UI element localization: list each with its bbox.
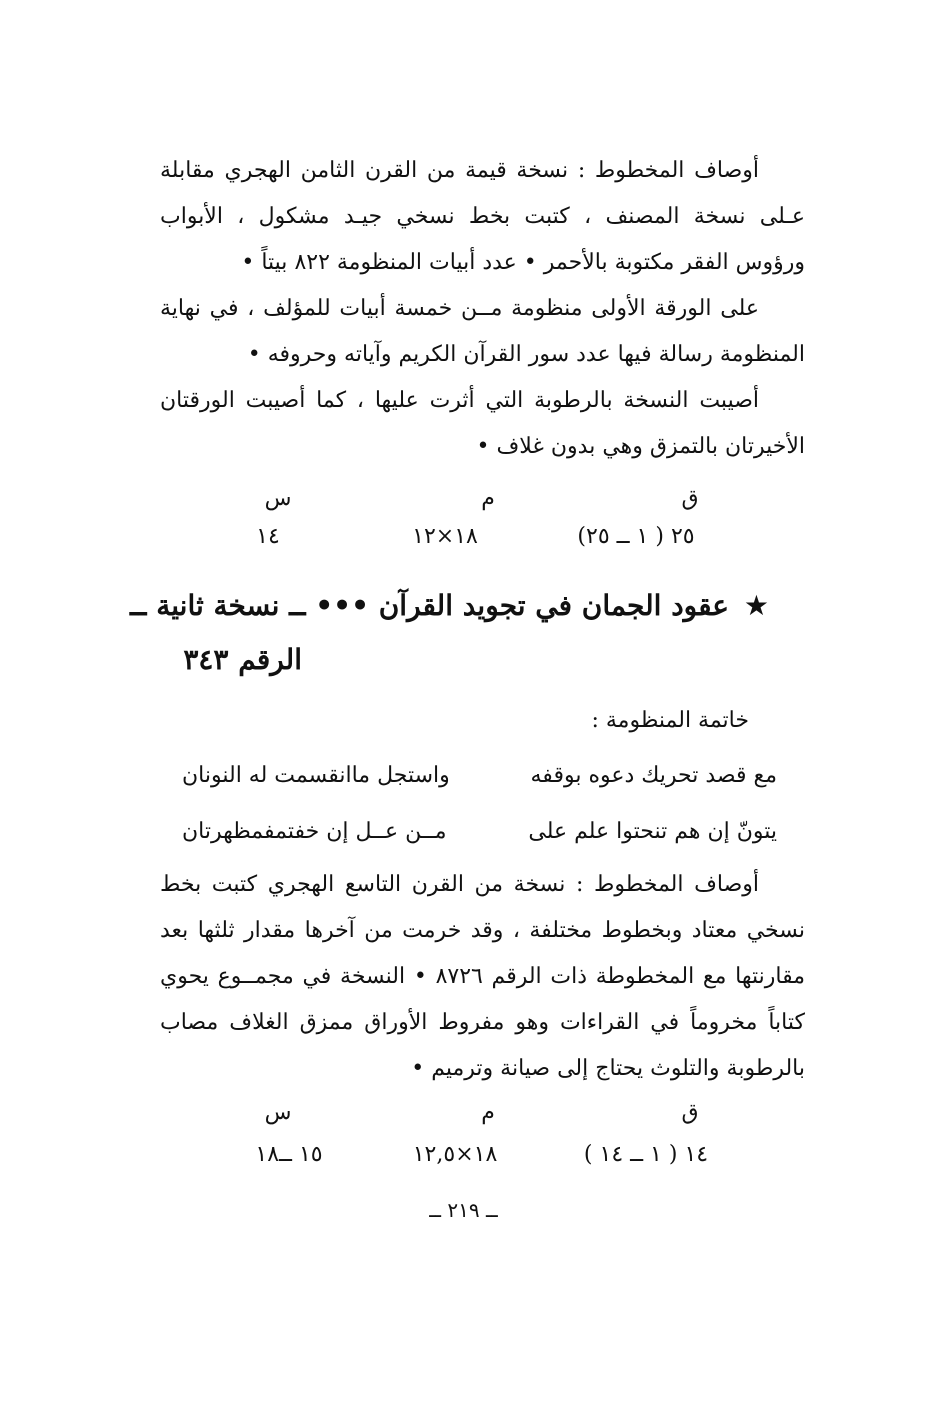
condition-note-paragraph: أصيبت النسخة بالرطوبة التي أثرت عليها ، كما أصيبت الورقتان الأخيرتان بالتمزق وهي بدون غلاف • [160, 388, 805, 459]
verse-2-left-hemistich: مــن عــل إن خفتمفمظهرتان [182, 819, 447, 844]
leaves-value: ١٤ ( ١ ــ ١٤ ) [583, 1142, 709, 1167]
leaves-value: ٢٥ ( ١ ــ ٢٥) [577, 524, 695, 549]
section2-record-number: الرقم ٣٤٣ [183, 643, 302, 676]
verse-1-left-hemistich: واستجل ماانقسمت له النونان [182, 763, 450, 788]
size-header: م [481, 1100, 495, 1125]
verse-1-right-hemistich: مع قصد تحريك دعوه بوقفه [530, 763, 777, 788]
star-icon: ★ [743, 589, 769, 622]
leaves-header: ق [681, 1100, 699, 1125]
lines-value: ١٥ ــ١٨ [255, 1142, 323, 1167]
verse-2-right-hemistich: يتونّ إن هم تنحتوا علم على [528, 819, 777, 844]
size-value: ١٨×١٢,٥ [412, 1142, 498, 1167]
section2-title-text: عقود الجمان في تجويد القرآن ••• ــ نسخة ثانية ــ [130, 589, 729, 622]
second-copy-description-paragraph: أوصاف المخطوط : نسخة من القرن التاسع الهجري كتبت بخط نسخي معتاد وبخطوط مختلفة ، وقد خرمت من آخرها مقدار ثلثها بعد مقارنتها مع المخطوطة ذات الرقم ٨٧٢٦ • النسخة في مجمــوع يحوي كتاباً مخروماً في القراءات وهو مفروط الأوراق ممزق الغلاف مصاب بالرطوبة والتلوث يحتاج إلى صيانة وترميم • [160, 872, 805, 1081]
poem-ending-label: خاتمة المنظومة : [591, 708, 749, 733]
leaves-header: ق [681, 486, 699, 511]
size-value: ١٨×١٢ [412, 524, 478, 549]
lines-value: ١٤ [256, 524, 280, 549]
first-leaf-note-paragraph: على الورقة الأولى منظومة مــن خمسة أبيات للمؤلف ، في نهاية المنظومة رسالة فيها عدد سور القرآن الكريم وآياته وحروفه • [160, 296, 805, 367]
page-number: ــ ٢١٩ ــ [429, 1198, 498, 1222]
size-header: م [481, 486, 495, 511]
lines-header: س [264, 486, 292, 511]
manuscript-description-paragraph: أوصاف المخطوط : نسخة قيمة من القرن الثامن الهجري مقابلة عـلى نسخة المصنف ، كتبت بخط نسخي جيـد مشكول ، الأبواب ورؤوس الفقر مكتوبة بالأحمر • عدد أبيات المنظومة ٨٢٢ بيتاً • [160, 158, 805, 275]
lines-header: س [264, 1100, 292, 1125]
section2-title [130, 586, 729, 626]
